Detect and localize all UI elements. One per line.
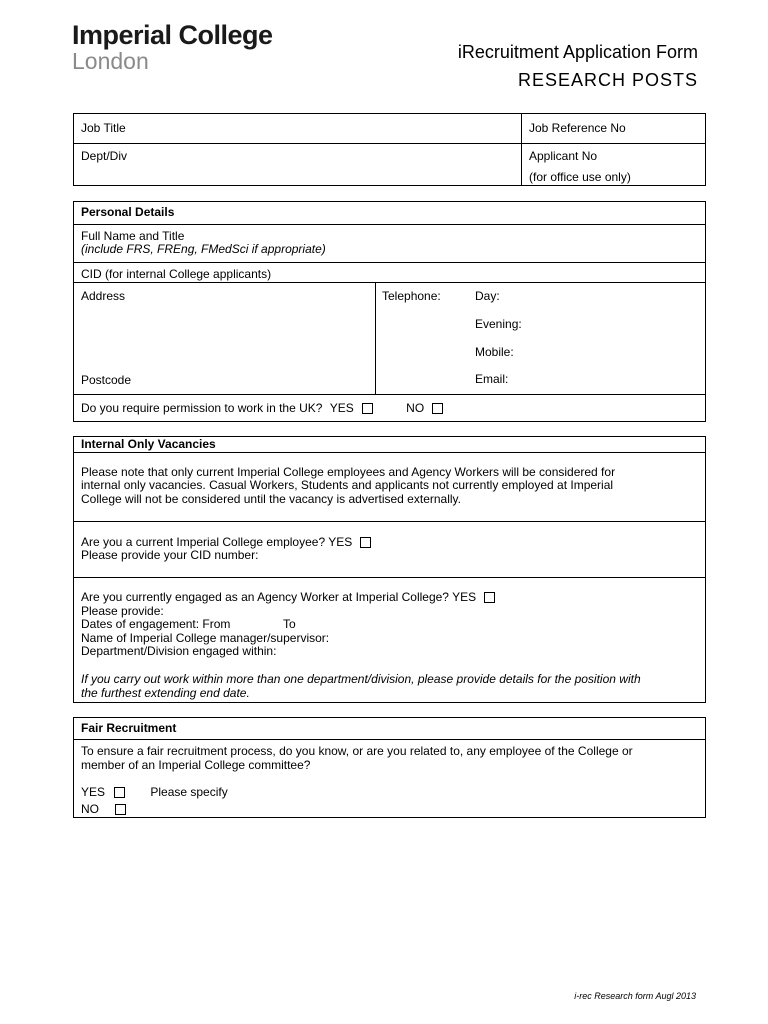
evening-phone-label: Evening: — [475, 317, 522, 331]
full-name-note: (include FRS, FREng, FMedSci if appropriate) — [81, 242, 326, 256]
divider — [74, 282, 705, 283]
divider — [74, 577, 705, 578]
multi-department-note-line1: If you carry out work within more than one department/division, please provide details for the position with — [81, 672, 641, 686]
cid-prompt: Please provide your CID number: — [81, 548, 259, 562]
fair-question-line1: To ensure a fair recruitment process, do you know, or are you related to, any employee of the College or — [81, 744, 633, 758]
divider — [74, 394, 705, 395]
please-specify-label: Please specify — [150, 785, 228, 799]
fair-recruitment-header: Fair Recruitment — [81, 721, 177, 735]
internal-note-line1: Please note that only current Imperial College employees and Agency Workers will be considered for — [81, 465, 616, 479]
work-permission-no-label: NO — [406, 401, 425, 415]
dates-of-engagement-label: Dates of engagement: From — [81, 617, 231, 631]
logo-line1: Imperial College — [72, 20, 273, 50]
full-name-label: Full Name and Title — [81, 229, 185, 243]
employee-yes-checkbox[interactable] — [360, 537, 371, 548]
please-provide-label: Please provide: — [81, 604, 164, 618]
email-label: Email: — [475, 372, 509, 386]
divider — [375, 282, 376, 394]
form-title: iRecruitment Application Form — [457, 42, 698, 62]
internal-note-line3: College will not be considered until the vacancy is advertised externally. — [81, 492, 461, 506]
internal-note-line2: internal only vacancies. Casual Workers, Students and applicants not currently employed at Imperial — [81, 478, 614, 492]
fair-yes-row — [81, 786, 228, 800]
work-permission-yes-label: YES — [329, 401, 354, 415]
to-label: To — [283, 617, 296, 631]
footer-note: i-rec Research form Augl 2013 — [574, 991, 696, 1001]
imperial-college-logo — [72, 22, 273, 73]
mobile-phone-label: Mobile: — [475, 345, 514, 359]
fair-yes-checkbox[interactable] — [114, 787, 125, 798]
divider — [521, 114, 522, 185]
fair-yes-label: YES — [81, 785, 106, 799]
divider — [74, 143, 705, 144]
day-phone-label: Day: — [475, 289, 500, 303]
internal-vacancies-section — [73, 436, 706, 703]
job-section — [73, 113, 706, 186]
divider — [74, 452, 705, 453]
internal-vacancies-header: Internal Only Vacancies — [81, 437, 216, 451]
fair-no-checkbox[interactable] — [115, 804, 126, 815]
telephone-label: Telephone: — [382, 289, 441, 303]
fair-question-line2: member of an Imperial College committee? — [81, 758, 311, 772]
divider — [74, 262, 705, 263]
agency-question: Are you currently engaged as an Agency Worker at Imperial College? YES — [81, 590, 477, 604]
divider — [74, 521, 705, 522]
work-permission-row — [81, 402, 443, 416]
form-title-block — [458, 38, 698, 94]
agency-question-row — [81, 591, 495, 605]
postcode-label: Postcode — [81, 373, 132, 387]
applicant-no-label: Applicant No — [529, 149, 598, 163]
work-permission-yes-checkbox[interactable] — [362, 403, 373, 414]
job-reference-label: Job Reference No — [529, 121, 626, 135]
personal-details-header: Personal Details — [81, 205, 175, 219]
multi-department-note-line2: the furthest extending end date. — [81, 686, 250, 700]
work-permission-no-checkbox[interactable] — [432, 403, 443, 414]
manager-label: Name of Imperial College manager/supervisor: — [81, 631, 330, 645]
fair-no-row — [81, 803, 126, 817]
office-use-note: (for office use only) — [529, 170, 631, 184]
work-permission-question: Do you require permission to work in the UK? — [81, 401, 323, 415]
fair-no-label: NO — [81, 802, 99, 816]
divider — [74, 739, 705, 740]
employee-question: Are you a current Imperial College employee? YES — [81, 535, 353, 549]
logo-line2: London — [72, 48, 149, 74]
form-subtitle: RESEARCH POSTS — [517, 70, 698, 90]
cid-label: CID (for internal College applicants) — [81, 267, 272, 281]
personal-details-section — [73, 201, 706, 422]
department-label: Department/Division engaged within: — [81, 644, 277, 658]
address-label: Address — [81, 289, 126, 303]
fair-recruitment-section — [73, 717, 706, 818]
agency-yes-checkbox[interactable] — [484, 592, 495, 603]
divider — [74, 224, 705, 225]
dept-label: Dept/Div — [81, 149, 128, 163]
job-title-label: Job Title — [81, 121, 126, 135]
